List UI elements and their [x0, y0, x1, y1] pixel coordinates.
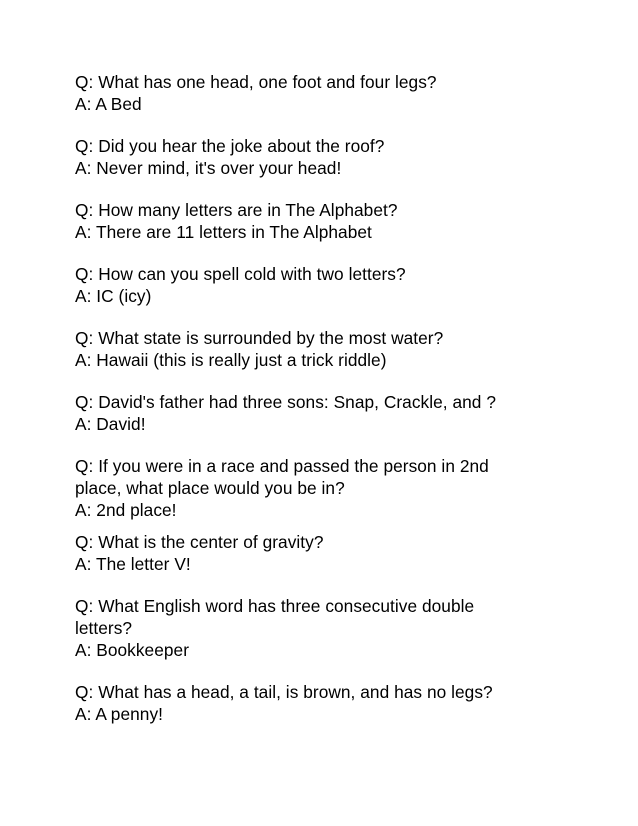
- question-text: Q: What state is surrounded by the most water?: [75, 328, 444, 348]
- question-text-line-2: letters?: [75, 618, 133, 638]
- answer-text: A: 2nd place!: [75, 500, 177, 520]
- riddle-item: [75, 135, 575, 179]
- riddle-item: [75, 71, 575, 115]
- question-text: Q: Did you hear the joke about the roof?: [75, 136, 385, 156]
- riddle-item: [75, 327, 575, 371]
- riddle-list: [75, 71, 575, 745]
- answer-text: A: A penny!: [75, 704, 163, 724]
- question-text-line-1: Q: If you were in a race and passed the person in 2nd: [75, 456, 489, 476]
- answer-text: A: The letter V!: [75, 554, 191, 574]
- answer-text: A: Hawaii (this is really just a trick riddle): [75, 350, 387, 370]
- riddle-item: [75, 199, 575, 243]
- question-text: Q: David's father had three sons: Snap, Crackle, and ?: [75, 392, 496, 412]
- question-text: Q: What has one head, one foot and four legs?: [75, 72, 437, 92]
- answer-text: A: There are 11 letters in The Alphabet: [75, 222, 372, 242]
- riddle-item: [75, 263, 575, 307]
- question-text: Q: How many letters are in The Alphabet?: [75, 200, 398, 220]
- question-text: Q: What has a head, a tail, is brown, and has no legs?: [75, 682, 493, 702]
- answer-text: A: Bookkeeper: [75, 640, 190, 660]
- answer-text: A: Never mind, it's over your head!: [75, 158, 342, 178]
- riddle-item: [75, 531, 575, 575]
- question-text: Q: What is the center of gravity?: [75, 532, 324, 552]
- answer-text: A: David!: [75, 414, 146, 434]
- question-text-line-2: place, what place would you be in?: [75, 478, 345, 498]
- answer-text: A: A Bed: [75, 94, 142, 114]
- riddle-item: [75, 391, 575, 435]
- question-text-line-1: Q: What English word has three consecutive double: [75, 596, 475, 616]
- answer-text: A: IC (icy): [75, 286, 152, 306]
- riddle-item: [75, 455, 575, 521]
- riddle-item: [75, 595, 575, 661]
- riddle-item: [75, 681, 575, 725]
- question-text: Q: How can you spell cold with two letters?: [75, 264, 406, 284]
